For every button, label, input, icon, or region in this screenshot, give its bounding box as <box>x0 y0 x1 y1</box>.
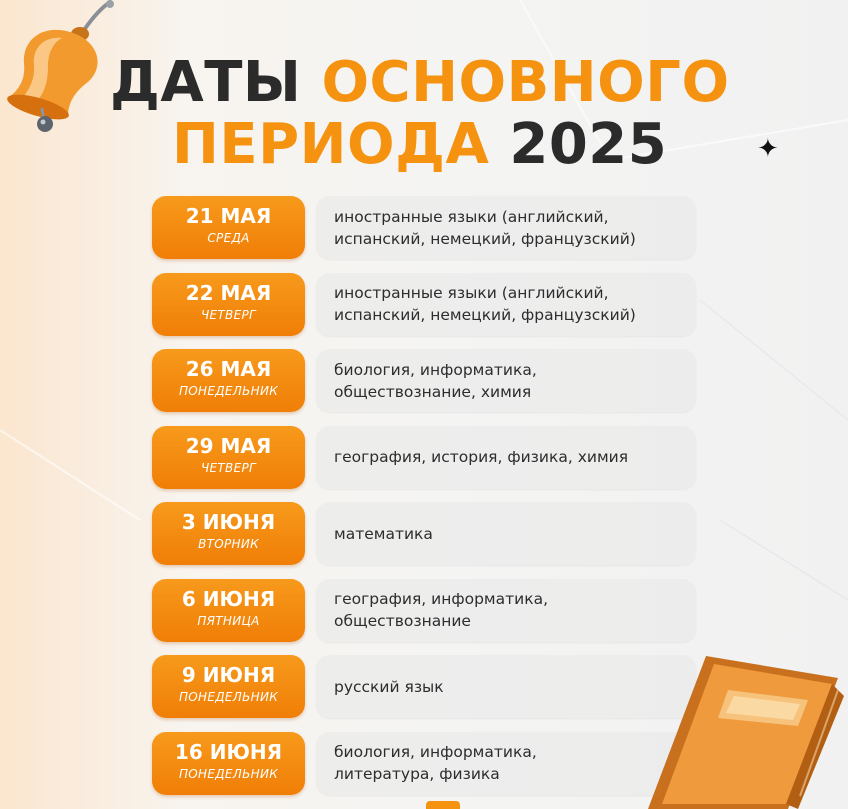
title-word-dates: ДАТЫ <box>110 50 302 115</box>
schedule-row <box>152 579 696 642</box>
schedule-row <box>152 196 696 259</box>
book-icon <box>648 656 848 809</box>
date-badge <box>152 579 305 642</box>
date-badge <box>152 655 305 718</box>
date-label: 29 МАЯ <box>185 433 272 458</box>
weekday-label: ПОНЕДЕЛЬНИК <box>178 690 279 704</box>
weekday-label: ЧЕТВЕРГ <box>201 460 256 475</box>
weekday-label: ПЯТНИЦА <box>197 613 260 628</box>
date-label: 16 ИЮНЯ <box>174 739 283 764</box>
subjects-card <box>316 655 696 718</box>
date-badge <box>152 732 305 795</box>
subjects-card <box>316 732 696 795</box>
subjects-card <box>316 273 696 336</box>
bell-icon <box>2 0 122 135</box>
date-label: 9 ИЮНЯ <box>181 663 276 687</box>
schedule-row <box>152 426 696 489</box>
weekday-label: СРЕДА <box>207 231 250 245</box>
weekday-label: ПОНЕДЕЛЬНИК <box>178 766 279 781</box>
date-badge <box>152 502 305 565</box>
date-label: 21 МАЯ <box>185 204 272 228</box>
weekday-label: ПОНЕДЕЛЬНИК <box>178 384 279 398</box>
subjects-card <box>316 196 696 259</box>
date-badge <box>152 196 305 259</box>
subjects-text: иностранные языки (английский, испанский, немецкий, французский) <box>334 207 636 248</box>
schedule-row <box>152 655 696 718</box>
date-badge <box>152 273 305 336</box>
schedule-row <box>152 273 696 336</box>
title-word-period: ПЕРИОДА <box>172 112 490 177</box>
subjects-text: математика <box>334 524 433 543</box>
subjects-text: география, история, физика, химия <box>334 448 629 466</box>
date-badge <box>152 426 305 489</box>
title-line-1 <box>110 52 730 114</box>
subjects-card <box>316 502 696 565</box>
subjects-text: биология, информатика, литература, физика <box>334 743 537 783</box>
weekday-label: ЧЕТВЕРГ <box>201 307 256 322</box>
date-label: 26 МАЯ <box>185 357 272 381</box>
date-label: 6 ИЮНЯ <box>181 586 276 611</box>
subjects-text: русский язык <box>334 677 444 696</box>
date-label: 22 МАЯ <box>185 280 272 305</box>
exam-schedule <box>152 196 696 808</box>
subjects-card <box>316 349 696 412</box>
schedule-row <box>152 502 696 565</box>
subjects-card <box>316 426 696 489</box>
date-label: 3 ИЮНЯ <box>181 510 276 534</box>
subjects-text: биология, информатика, обществознание, химия <box>334 360 537 401</box>
subjects-text: иностранные языки (английский, испанский, немецкий, французский) <box>334 284 636 324</box>
bottom-tab-marker <box>426 801 460 809</box>
weekday-label: ВТОРНИК <box>198 537 259 551</box>
schedule-row <box>152 349 696 412</box>
subjects-card <box>316 579 696 642</box>
title-year: 2025 <box>509 112 668 177</box>
title-line-2 <box>110 114 730 176</box>
date-badge <box>152 349 305 412</box>
subjects-text: география, информатика, обществознание <box>334 590 549 630</box>
sparkle-icon: ✦ <box>757 134 779 164</box>
schedule-row <box>152 732 696 795</box>
page-title <box>110 52 730 176</box>
title-word-main: ОСНОВНОГО <box>321 50 730 115</box>
